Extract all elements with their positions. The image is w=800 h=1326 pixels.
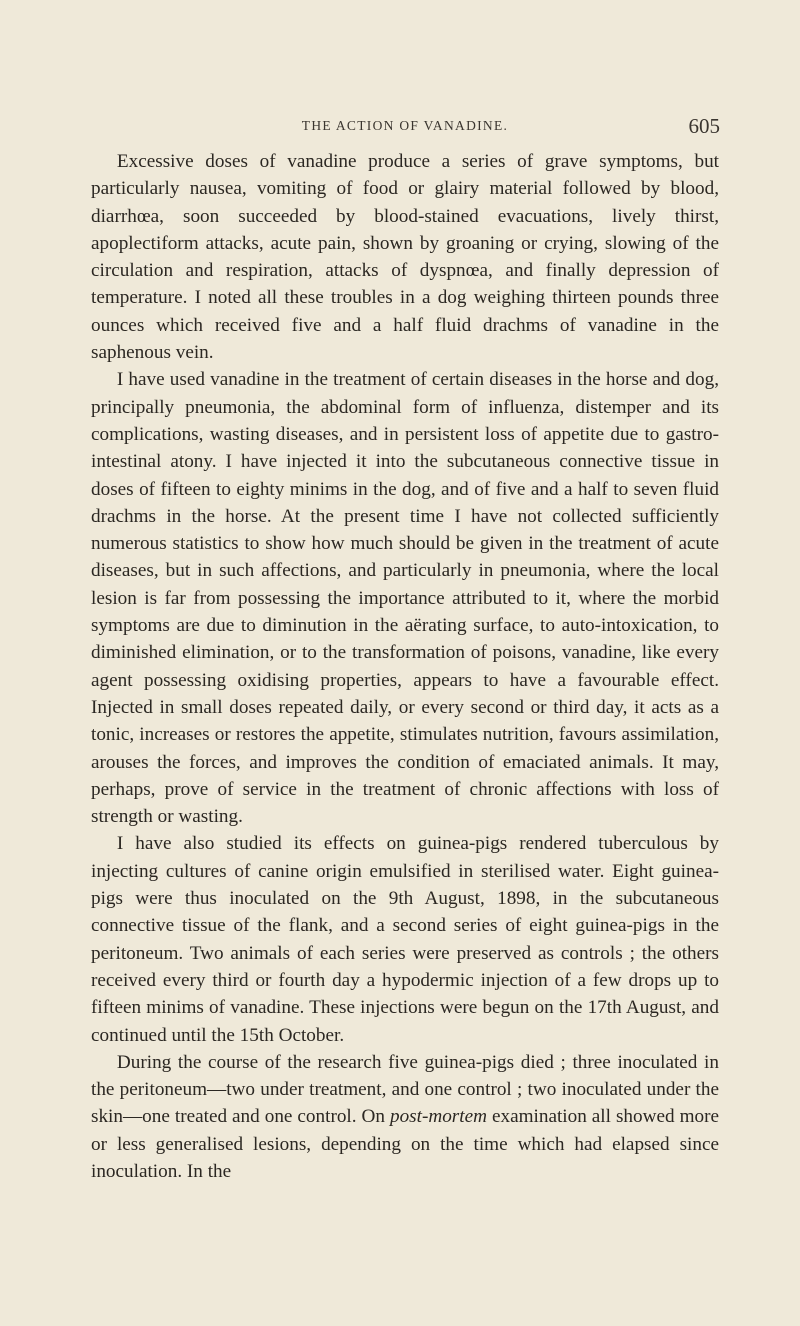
paragraph-treatment-horse-dog: I have used vanadine in the treatment of certain diseases in the horse and dog, principally pneumonia, the abdominal form of influenza, distemper and its complications, wasting diseases, and in persistent loss of appetite due to gastro-intestinal atony. I have injected it into the subcutaneous connective tissue in doses of fifteen to eighty minims in the dog, and of five and a half to seven fluid drachms in the horse. At the present time I have not collected sufficiently numerous statistics to show how much should be given in the treatment of acute diseases, but in such affections, and particularly in pneumonia, where the local lesion is far from possessing the importance attributed to it, where the morbid symptoms are due to diminution in the aërating surface, to auto-intoxication, to diminished elimination, or to the transformation of poisons, vanadine, like every agent possessing oxidising properties, appears to have a favourable effect. Injected in small doses repeated daily, or every second or third day, it acts as a tonic, increases or restores the appetite, stimulates nutrition, favours assimilation, arouses the forces, and improves the condition of emaciated animals. It may, perhaps, prove of service in the treatment of chronic affections with loss of strength or wasting. <box>91 369 719 828</box>
paragraph-guinea-pigs: I have also studied its effects on guinea-pigs rendered tuberculous by injecting cultures of canine origin emulsified in sterilised water. Eight guinea-pigs were thus inoculated on the 9th August, 1898, in the subcutaneous connective tissue of the flank, and a second series of eight guinea-pigs in the peritoneum. Two animals of each series were preserved as controls ; the others received every third or fourth day a hypodermic injection of a few drops up to fifteen minims of vanadine. These injections were begun on the 17th August, and continued until the 15th October. <box>91 833 719 1046</box>
running-title: THE ACTION OF VANADINE. <box>301 118 509 133</box>
body-text <box>91 148 719 1185</box>
italic-term: post-mortem <box>389 1106 487 1128</box>
paragraph-excessive-doses: Excessive doses of vanadine produce a series of grave symptoms, but particularly nausea, vomiting of food or glairy material followed by blood, diarrhœa, soon succeeded by blood-stained evacuations, lively thirst, apoplectiform attacks, acute pain, shown by groaning or crying, slowing of the circulation and respiration, attacks of dyspnœa, and finally depression of temperature. I noted all these troubles in a dog weighing thirteen pounds three ounces which received five and a half fluid drachms of vanadine in the saphenous vein. <box>91 151 719 364</box>
running-head <box>90 116 720 142</box>
page-number: 605 <box>688 114 720 138</box>
paragraph-text-end: examination all showed more or less generalised lesions, depending on the time which had elapsed since inoculation. In the <box>91 1106 719 1182</box>
paragraph-research-deaths <box>91 1049 719 1185</box>
paragraph-text-start: During the course of the research five guinea-pigs died ; three inoculated in the peritoneum—two under treatment, and one control ; two inoculated under the skin—one treated and one control. On <box>91 1051 719 1128</box>
